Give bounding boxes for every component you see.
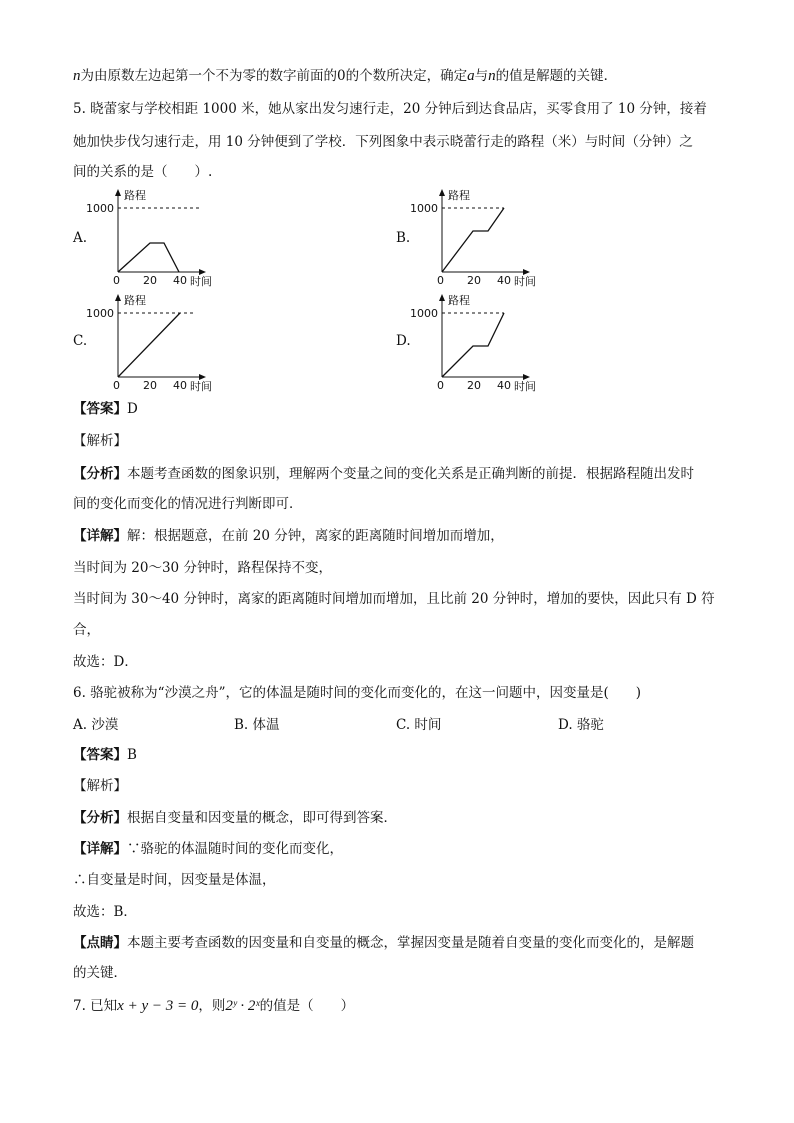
y-tick-1000: 1000 bbox=[86, 307, 114, 320]
dianjing-tag: 【点睛】 bbox=[73, 935, 127, 951]
q6-dianjing-line-1 bbox=[73, 933, 694, 953]
q5-stem-line-1: 5. 晓蕾家与学校相距 1000 米，她从家出发匀速行走，20 分钟后到达食品店，买零食用了 10 分钟，接着 bbox=[73, 101, 707, 117]
answer-tag: 【答案】 bbox=[73, 401, 127, 417]
y-tick-1000: 1000 bbox=[410, 202, 438, 215]
graph-b-curve bbox=[442, 208, 504, 272]
x-tick-20: 20 bbox=[467, 379, 481, 392]
q6-choice-c: C. 时间 bbox=[396, 717, 442, 733]
q6-choice-b: B. 体温 bbox=[234, 717, 280, 733]
x-tick-40: 40 bbox=[497, 274, 511, 287]
q6-choice-d: D. 骆驼 bbox=[558, 717, 604, 733]
intro-text-2: 与 bbox=[474, 68, 489, 84]
y-axis-label: 路程 bbox=[448, 189, 470, 202]
x-tick-40: 40 bbox=[497, 379, 511, 392]
fenxi-text: 根据自变量和因变量的概念，即可得到答案． bbox=[127, 810, 397, 826]
var-n: n bbox=[73, 68, 81, 84]
q5-xiangjie-line-3: 当时间为 30～40 分钟时，离家的距离随时间增加而增加，且比前 20 分钟时，增加的要快，因此只有 D 符 bbox=[73, 591, 715, 607]
xiangjie-text: ∵骆驼的体温随时间的变化而变化， bbox=[127, 841, 343, 857]
q7-suffix: 的值是（ ） bbox=[259, 998, 355, 1014]
option-b-label: B. bbox=[396, 230, 411, 246]
graph-d bbox=[408, 288, 548, 397]
x-tick-40: 40 bbox=[173, 274, 187, 287]
x-tick-0: 0 bbox=[437, 379, 444, 392]
option-d-label: D. bbox=[396, 333, 411, 349]
intro-text-1: 为由原数左边起第一个不为零的数字前面的0的个数所决定，确定 bbox=[80, 68, 468, 84]
x-axis-label: 时间 bbox=[514, 380, 536, 393]
option-a-label: A. bbox=[73, 230, 88, 246]
y-axis-label: 路程 bbox=[124, 189, 146, 202]
q5-stem-line-2: 她加快步伐匀速行走，用 10 分钟便到了学校．下列图象中表示晓蕾行走的路程（米）与时间（分钟）之 bbox=[73, 134, 693, 150]
x-tick-0: 0 bbox=[113, 379, 120, 392]
xiangjie-tag: 【详解】 bbox=[73, 841, 127, 857]
answer-value: D bbox=[127, 401, 138, 417]
graph-a bbox=[84, 183, 224, 292]
y-axis-arrow bbox=[439, 294, 445, 301]
q5-xiangjie-line-4: 合， bbox=[73, 622, 100, 638]
x-axis-label: 时间 bbox=[190, 275, 212, 288]
q6-dianjing-line-2: 的关键． bbox=[73, 965, 127, 981]
q7-stem bbox=[73, 996, 354, 1016]
x-tick-0: 0 bbox=[437, 274, 444, 287]
graph-c bbox=[84, 288, 224, 397]
fenxi-tag: 【分析】 bbox=[73, 810, 127, 826]
x-tick-40: 40 bbox=[173, 379, 187, 392]
x-tick-0: 0 bbox=[113, 274, 120, 287]
y-axis-arrow bbox=[439, 189, 445, 196]
q6-analysis-tag: 【解析】 bbox=[73, 778, 127, 794]
q5-fenxi-line-1 bbox=[73, 464, 694, 484]
q5-stem-line-3: 间的关系的是（ ）. bbox=[73, 164, 213, 180]
graph-a-curve bbox=[118, 243, 179, 272]
intro-line bbox=[73, 66, 617, 86]
var-n-2: n bbox=[488, 68, 496, 84]
y-axis-label: 路程 bbox=[448, 294, 470, 307]
dianjing-text: 本题主要考查函数的因变量和自变量的概念，掌握因变量是随着自变量的变化而变化的，是解题 bbox=[127, 935, 694, 951]
option-c-label: C. bbox=[73, 333, 88, 349]
fenxi-text: 本题考查函数的图象识别，理解两个变量之间的变化关系是正确判断的前提．根据路程随出发时 bbox=[127, 466, 694, 482]
y-axis-label: 路程 bbox=[124, 294, 146, 307]
q7-equation: x + y − 3 = 0 bbox=[117, 998, 199, 1014]
q6-choose: 故选：B． bbox=[73, 904, 137, 920]
x-axis-label: 时间 bbox=[190, 380, 212, 393]
q7-prefix: 7. 已知 bbox=[73, 998, 118, 1014]
intro-text-3: 的值是解题的关键． bbox=[495, 68, 618, 84]
q6-choice-a: A. 沙漠 bbox=[73, 717, 119, 733]
var-a: a bbox=[467, 68, 475, 84]
x-axis-label: 时间 bbox=[514, 275, 536, 288]
answer-value: B bbox=[127, 747, 137, 763]
y-tick-1000: 1000 bbox=[86, 202, 114, 215]
xiangjie-text: 解：根据题意，在前 20 分钟，离家的距离随时间增加而增加， bbox=[127, 528, 504, 544]
q5-fenxi-line-2: 间的变化而变化的情况进行判断即可． bbox=[73, 496, 303, 512]
x-tick-20: 20 bbox=[143, 379, 157, 392]
fenxi-tag: 【分析】 bbox=[73, 466, 127, 482]
q6-fenxi bbox=[73, 808, 397, 828]
q6-stem: 6. 骆驼被称为“沙漠之舟”，它的体温是随时间的变化而变化的，在这一问题中，因变量是( ) bbox=[73, 685, 642, 701]
xiangjie-tag: 【详解】 bbox=[73, 528, 127, 544]
y-axis-arrow bbox=[115, 189, 121, 196]
q5-analysis-tag: 【解析】 bbox=[73, 433, 127, 449]
q6-xiangjie-line-2: ∴自变量是时间，因变量是体温， bbox=[73, 872, 276, 888]
y-tick-1000: 1000 bbox=[410, 307, 438, 320]
graph-b bbox=[408, 183, 548, 292]
q5-xiangjie-line-1 bbox=[73, 526, 504, 546]
q5-choose: 故选：D． bbox=[73, 654, 138, 670]
q6-answer bbox=[73, 745, 137, 765]
graph-d-curve bbox=[442, 313, 504, 377]
q5-answer bbox=[73, 399, 138, 419]
answer-tag: 【答案】 bbox=[73, 747, 127, 763]
q6-xiangjie-line-1 bbox=[73, 839, 343, 859]
q7-expression: 2ʸ · 2ˣ bbox=[225, 998, 260, 1014]
x-tick-20: 20 bbox=[467, 274, 481, 287]
y-axis-arrow bbox=[115, 294, 121, 301]
q5-xiangjie-line-2: 当时间为 20～30 分钟时，路程保持不变， bbox=[73, 560, 332, 576]
x-tick-20: 20 bbox=[143, 274, 157, 287]
graph-c-curve bbox=[118, 313, 180, 377]
q7-mid: ，则 bbox=[198, 998, 226, 1014]
